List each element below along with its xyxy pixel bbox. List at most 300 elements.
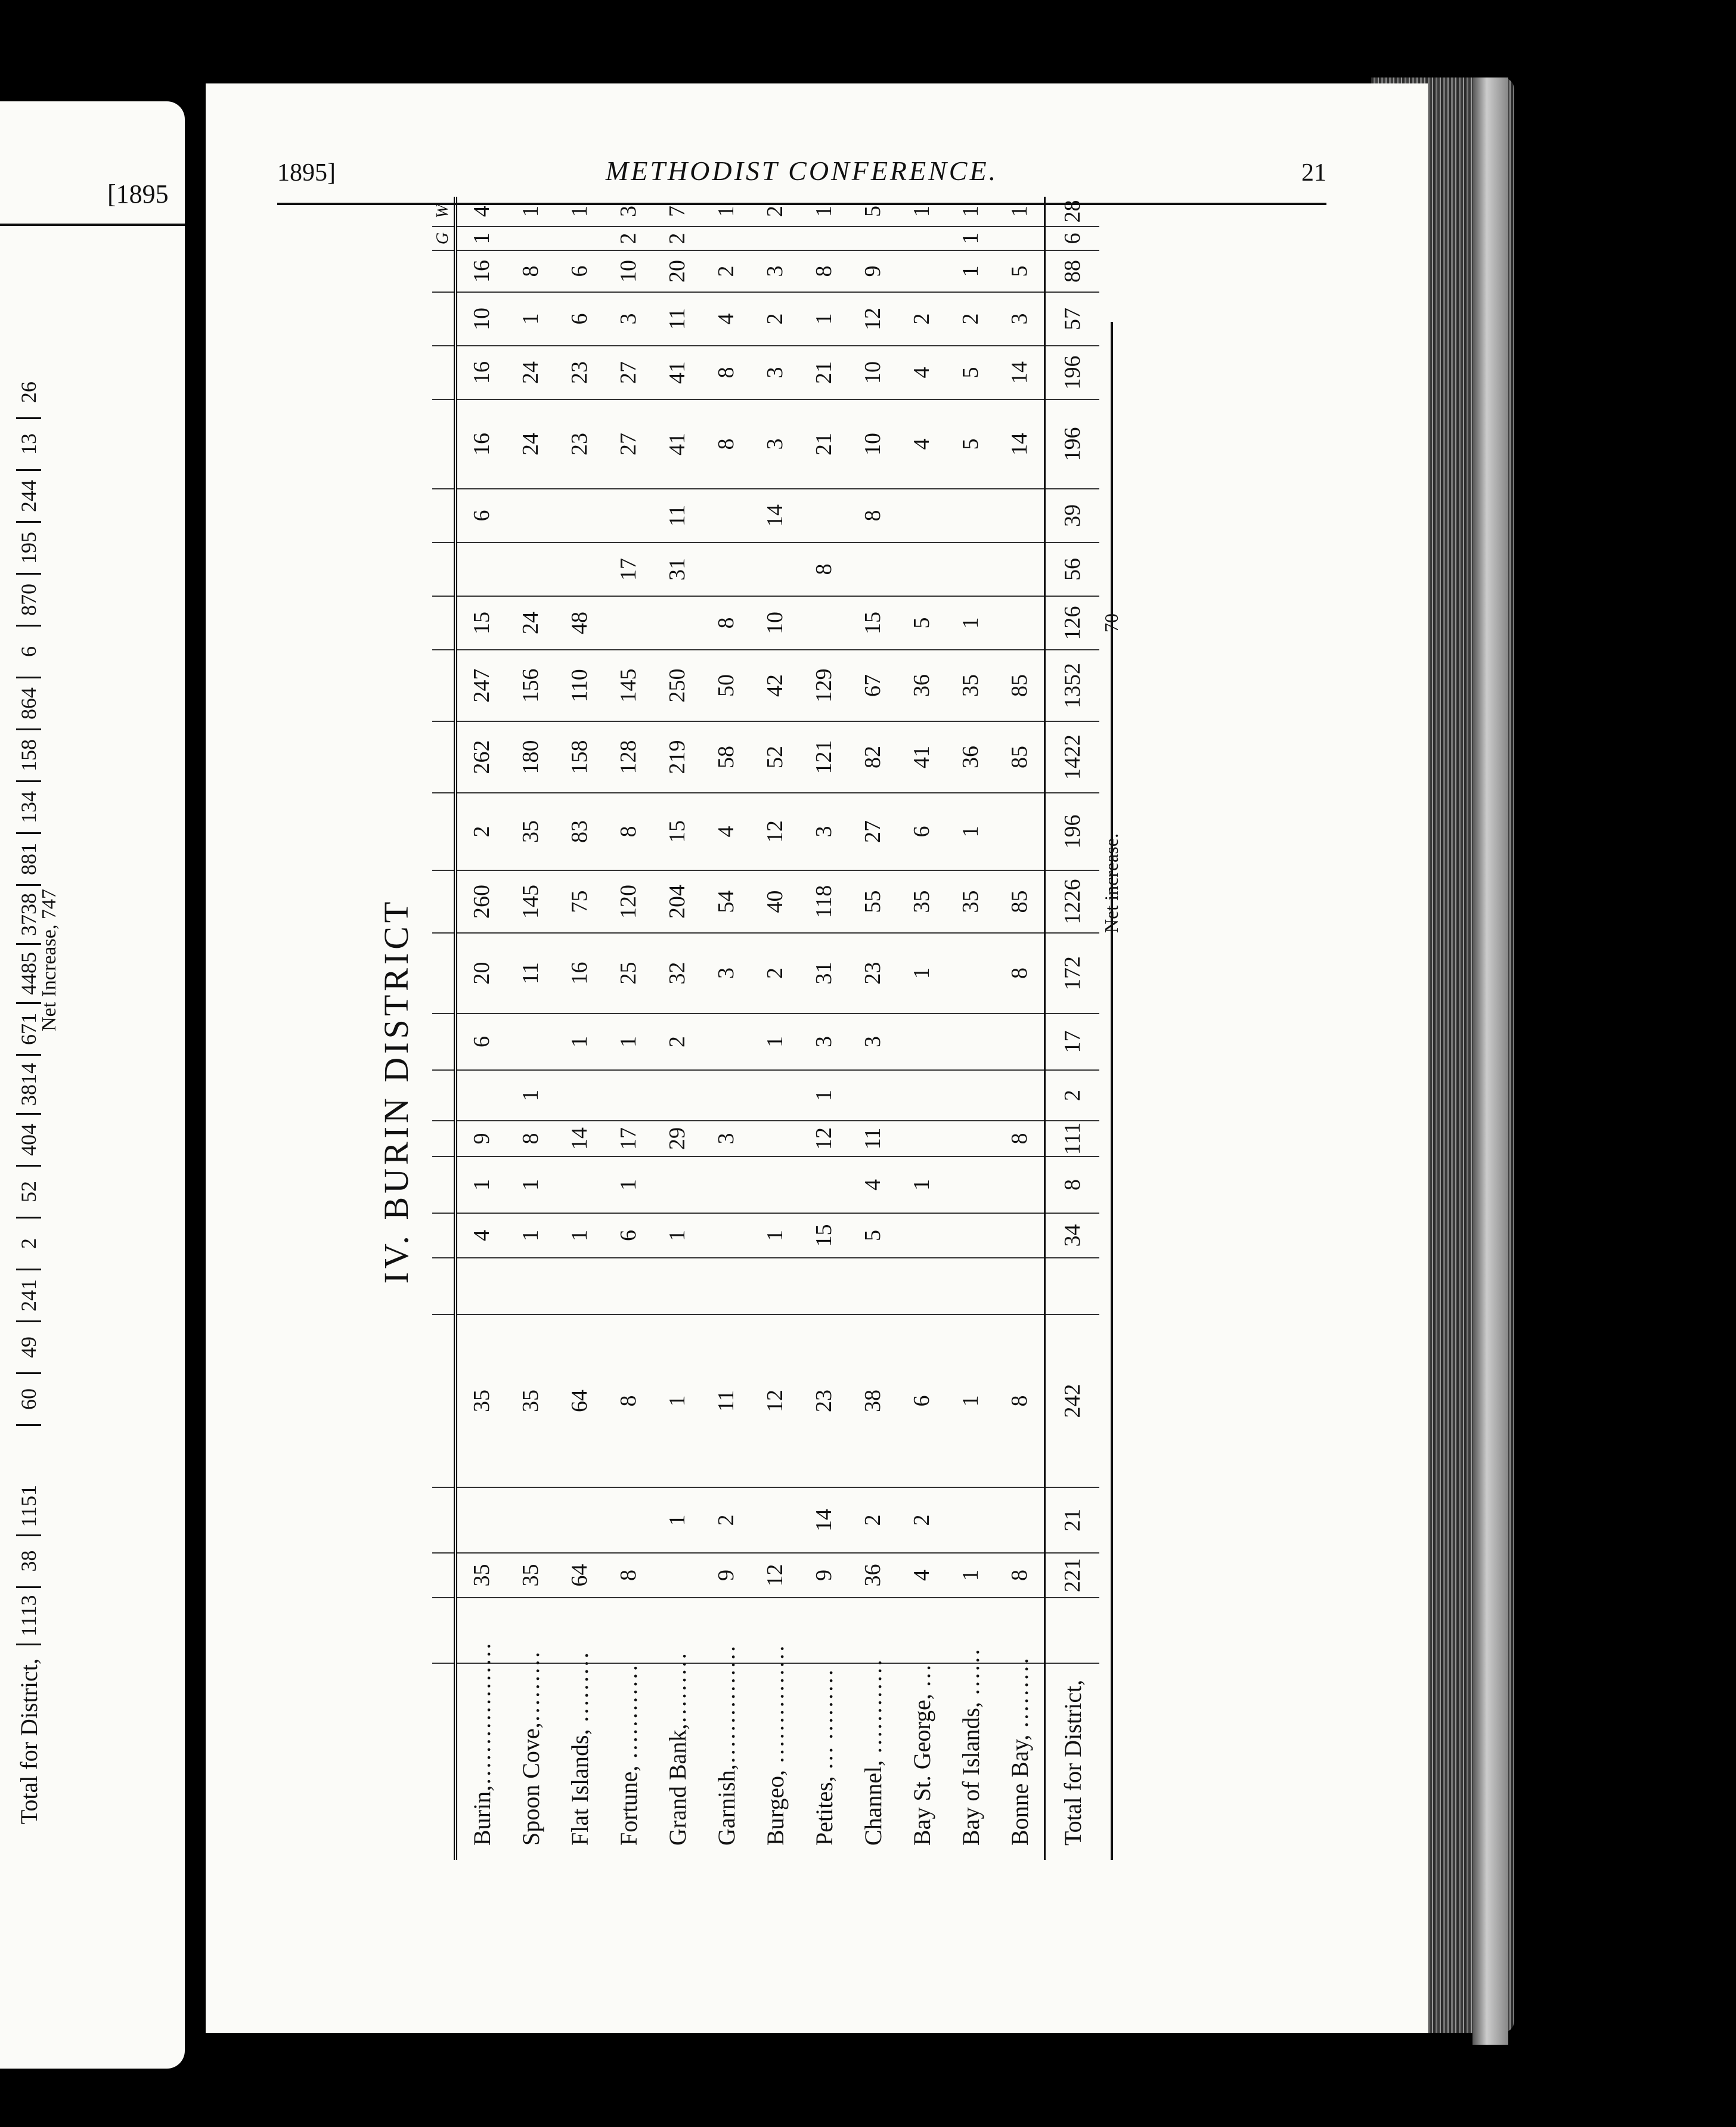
table-row [848, 197, 897, 1860]
table-cell: 3 [604, 292, 653, 346]
table-cell [897, 227, 946, 250]
page [206, 83, 1428, 2033]
table-cell: 8 [506, 1121, 555, 1156]
rotated-table-block [367, 200, 1124, 1860]
previous-page-total-value: 134 [16, 782, 41, 834]
table-cell [799, 1598, 848, 1663]
table-cell: 1 [995, 197, 1045, 227]
table-cell [506, 227, 555, 250]
table-cell [995, 596, 1045, 650]
row-label: Burgeo, …………… [761, 1644, 789, 1846]
table-cell: 11 [848, 1121, 897, 1156]
table-cell [848, 1598, 897, 1663]
table-cell: 1 [555, 1213, 604, 1258]
table-cell: 1 [555, 197, 604, 227]
total-row [1045, 197, 1100, 1860]
table-cell: 9 [702, 1553, 751, 1598]
table-cell [555, 227, 604, 250]
previous-page-total-value: 1151 [16, 1478, 41, 1536]
column-header-cell [432, 933, 455, 1013]
table-cell: 1 [604, 1156, 653, 1213]
table-cell: 262 [455, 721, 506, 793]
table-cell: 1226 [1045, 870, 1100, 933]
row-label: Burin,……………… [455, 1663, 506, 1860]
table-cell: 12 [751, 1314, 799, 1487]
previous-page-total-value: 404 [16, 1115, 41, 1167]
table-cell: 145 [506, 870, 555, 933]
table-cell: 4 [897, 346, 946, 399]
column-header-cell [432, 650, 455, 721]
previous-page-total-value: 6 [16, 627, 41, 678]
table-row [995, 197, 1045, 1860]
column-header-cell [432, 1121, 455, 1156]
table-cell: 35 [897, 870, 946, 933]
table-cell: 1 [653, 1314, 702, 1487]
table-cell: 260 [455, 870, 506, 933]
previous-page-total-value: 864 [16, 678, 41, 730]
table-cell: 221 [1045, 1553, 1100, 1598]
table-cell: 35 [506, 1314, 555, 1487]
row-label: Petites, … ……… [810, 1669, 838, 1846]
table-cell [946, 1213, 995, 1258]
table-cell: 83 [555, 793, 604, 870]
column-header-cell [432, 346, 455, 399]
table-cell: 196 [1045, 399, 1100, 489]
table-cell: 1 [946, 596, 995, 650]
table-cell: 23 [799, 1314, 848, 1487]
table-cell: 1 [799, 1070, 848, 1121]
table-cell: 156 [506, 650, 555, 721]
row-label: Total for District, [1045, 1663, 1100, 1860]
table-cell: 41 [897, 721, 946, 793]
table-cell: 10 [848, 346, 897, 399]
table-cell: 24 [506, 596, 555, 650]
table-cell: 2 [702, 250, 751, 292]
table-cell: 2 [751, 197, 799, 227]
column-header-cell [432, 596, 455, 650]
table-cell: 4 [702, 793, 751, 870]
table-cell [897, 1258, 946, 1314]
previous-page-total-label: Total for District, [15, 1658, 42, 1825]
column-header-cell [432, 721, 455, 793]
previous-page-total-value: 38 [16, 1536, 41, 1588]
table-row [946, 197, 995, 1860]
table-cell [897, 1013, 946, 1070]
table-cell [506, 1013, 555, 1070]
table-cell: 118 [799, 870, 848, 933]
table-cell [848, 227, 897, 250]
running-head-year: 1895] [277, 159, 336, 187]
table-cell: 23 [555, 346, 604, 399]
previous-page-total-value: 13 [16, 419, 41, 471]
column-header-cell [432, 1314, 455, 1487]
previous-page-total-value: 881 [16, 834, 41, 886]
table-cell: 31 [799, 933, 848, 1013]
column-header-cell [432, 1598, 455, 1663]
column-header-cell [432, 1156, 455, 1213]
table-cell: 35 [946, 870, 995, 933]
table-cell: 8 [995, 933, 1045, 1013]
row-label: Grand Bank,……… [664, 1652, 691, 1846]
table-cell: 8 [604, 1553, 653, 1598]
table-cell: 15 [455, 596, 506, 650]
table-cell: 21 [799, 346, 848, 399]
table-cell: 14 [799, 1487, 848, 1553]
table-cell: 16 [455, 399, 506, 489]
previous-page-total-value: 4485 [16, 945, 41, 1004]
table-cell [799, 227, 848, 250]
table-cell [653, 596, 702, 650]
table-cell: 75 [555, 870, 604, 933]
previous-page-total-value: 158 [16, 730, 41, 782]
table-cell: 38 [848, 1314, 897, 1487]
table-cell [653, 1258, 702, 1314]
table-cell: 2 [604, 227, 653, 250]
table-cell [799, 489, 848, 542]
table-cell: 1 [946, 227, 995, 250]
column-header-cell [432, 1258, 455, 1314]
table-row [897, 197, 946, 1860]
table-cell: 85 [995, 650, 1045, 721]
table-cell [653, 1156, 702, 1213]
table-cell: 1 [653, 1213, 702, 1258]
table-cell [1045, 1258, 1100, 1314]
previous-page-total-value: 2 [16, 1218, 41, 1270]
table-row [799, 197, 848, 1860]
table-cell [995, 1213, 1045, 1258]
table-cell: 6 [1045, 227, 1100, 250]
table-cell [653, 1553, 702, 1598]
table-cell: 2 [751, 292, 799, 346]
table-cell: 14 [995, 399, 1045, 489]
table-cell: 40 [751, 870, 799, 933]
table-cell [995, 1487, 1045, 1553]
table-cell [897, 1598, 946, 1663]
table-cell [751, 1258, 799, 1314]
table-cell [1099, 227, 1123, 250]
table-cell [604, 1487, 653, 1553]
table-cell: 21 [799, 399, 848, 489]
table-cell: 4 [897, 1553, 946, 1598]
table-cell: 57 [1045, 292, 1100, 346]
table-cell: 88 [1045, 250, 1100, 292]
table-cell: 8 [995, 1121, 1045, 1156]
table-cell: 11 [653, 292, 702, 346]
table-cell: 2 [702, 1487, 751, 1553]
row-label: Bay of Islands, …… [957, 1648, 984, 1846]
table-cell: 2 [848, 1487, 897, 1553]
table-cell: 14 [555, 1121, 604, 1156]
table-cell [604, 1258, 653, 1314]
table-cell: 28 [1045, 197, 1100, 227]
table-cell: 1 [751, 1213, 799, 1258]
table-cell: 55 [848, 870, 897, 933]
table-cell: 3 [751, 399, 799, 489]
table-cell: 2 [897, 1487, 946, 1553]
table-cell: 24 [506, 346, 555, 399]
table-cell: 23 [848, 933, 897, 1013]
table-cell: 6 [897, 1314, 946, 1487]
table-cell: 2 [653, 1013, 702, 1070]
table-cell [946, 1487, 995, 1553]
table-cell [848, 1258, 897, 1314]
row-label: Bonne Bay, ……… [1006, 1657, 1033, 1846]
table-cell: 8 [799, 250, 848, 292]
table-row [702, 197, 751, 1860]
table-bottom-rule [1111, 322, 1113, 1860]
table-cell [702, 542, 751, 596]
net-increase-value: 70 [1100, 613, 1122, 632]
table-cell: 7 [653, 197, 702, 227]
table-cell: 180 [506, 721, 555, 793]
table-cell: 16 [455, 346, 506, 399]
table-cell: 1 [506, 1156, 555, 1213]
table-cell: 35 [506, 793, 555, 870]
previous-page-total-value: 52 [16, 1167, 41, 1218]
table-cell: 11 [702, 1314, 751, 1487]
table-cell: 8 [604, 1314, 653, 1487]
table-cell: 1422 [1045, 721, 1100, 793]
table-cell [995, 542, 1045, 596]
table-cell: 1 [897, 197, 946, 227]
table-row [506, 197, 555, 1860]
table-cell [751, 1156, 799, 1213]
column-header-cell [432, 1013, 455, 1070]
table-cell: 4 [455, 197, 506, 227]
table-cell [946, 1121, 995, 1156]
table-cell: 29 [653, 1121, 702, 1156]
table-cell: 85 [995, 870, 1045, 933]
table-cell: 1 [506, 197, 555, 227]
table-cell [995, 489, 1045, 542]
row-label: Fortune, ………… [615, 1664, 642, 1846]
table-cell [604, 596, 653, 650]
table-cell: 9 [455, 1121, 506, 1156]
table-cell [702, 227, 751, 250]
table-cell: 10 [455, 292, 506, 346]
table-cell [995, 1156, 1045, 1213]
table-cell [506, 542, 555, 596]
table-cell: 3 [799, 1013, 848, 1070]
table-cell [897, 250, 946, 292]
table-cell: 8 [995, 1314, 1045, 1487]
table-cell: 14 [751, 489, 799, 542]
table-cell: 35 [506, 1553, 555, 1598]
table-cell: 172 [1045, 933, 1100, 1013]
running-head-title: METHODIST CONFERENCE. [605, 156, 999, 186]
table-cell: 8 [702, 596, 751, 650]
previous-page-total-value: 244 [16, 471, 41, 523]
table-cell: 8 [702, 399, 751, 489]
table-cell: 6 [897, 793, 946, 870]
column-header-cell [432, 1553, 455, 1598]
table-cell: 128 [604, 721, 653, 793]
table-cell: 82 [848, 721, 897, 793]
table-cell: 1 [653, 1487, 702, 1553]
table-cell: 11 [653, 489, 702, 542]
column-header-w: W [432, 197, 455, 227]
table-cell [455, 1258, 506, 1314]
table-cell [995, 793, 1045, 870]
table-cell [604, 1598, 653, 1663]
table-cell: 6 [455, 1013, 506, 1070]
previous-page [0, 101, 185, 2069]
table-cell: 111 [1045, 1121, 1100, 1156]
running-head [277, 155, 1326, 191]
table-cell [555, 1487, 604, 1553]
table-cell: 6 [455, 489, 506, 542]
table-cell [702, 1013, 751, 1070]
previous-page-total-value: 26 [16, 367, 41, 419]
table-cell: 4 [848, 1156, 897, 1213]
table-cell: 36 [946, 721, 995, 793]
table-cell: 16 [555, 933, 604, 1013]
table-cell: 5 [848, 197, 897, 227]
table-cell: 5 [848, 1213, 897, 1258]
table-cell: 2 [897, 292, 946, 346]
table-cell: 23 [555, 399, 604, 489]
table-cell: 17 [604, 542, 653, 596]
table-cell: 54 [702, 870, 751, 933]
table-cell: 11 [506, 933, 555, 1013]
table-cell [455, 542, 506, 596]
table-cell [1099, 197, 1123, 227]
table-cell: 25 [604, 933, 653, 1013]
previous-page-total-value: 195 [16, 523, 41, 575]
table-cell [897, 542, 946, 596]
column-header-cell [432, 542, 455, 596]
table-cell: 1 [555, 1013, 604, 1070]
table-cell [555, 489, 604, 542]
table-cell [1045, 1598, 1100, 1663]
table-cell: 1352 [1045, 650, 1100, 721]
table-cell: 3 [604, 197, 653, 227]
column-header-cell [432, 793, 455, 870]
table-cell: 52 [751, 721, 799, 793]
table-cell: 2 [455, 793, 506, 870]
table-cell: 21 [1045, 1487, 1100, 1553]
table-cell: 1 [455, 1156, 506, 1213]
column-header-cell [432, 292, 455, 346]
table-cell [751, 1487, 799, 1553]
table-cell: 247 [455, 650, 506, 721]
table-row [555, 197, 604, 1860]
table-cell: 129 [799, 650, 848, 721]
table-cell: 10 [604, 250, 653, 292]
table-cell: 126 [1045, 596, 1100, 650]
table-cell [555, 542, 604, 596]
table-cell: 6 [555, 250, 604, 292]
table-cell [995, 1013, 1045, 1070]
table-cell: 32 [653, 933, 702, 1013]
table-cell [702, 1070, 751, 1121]
table-cell: 4 [702, 292, 751, 346]
table-cell: 1 [799, 197, 848, 227]
table-cell [799, 1156, 848, 1213]
table-cell: 42 [751, 650, 799, 721]
column-header-cell [432, 1213, 455, 1258]
table-cell: 196 [1045, 346, 1100, 399]
table-cell [751, 227, 799, 250]
table-cell: 20 [653, 250, 702, 292]
table-cell: 27 [848, 793, 897, 870]
table-cell: 12 [751, 1553, 799, 1598]
table-cell: 8 [604, 793, 653, 870]
table-cell [653, 1070, 702, 1121]
column-header-g: G [432, 227, 455, 250]
table-cell [751, 1070, 799, 1121]
table-cell: 1 [799, 292, 848, 346]
table-cell: 50 [702, 650, 751, 721]
table-cell: 36 [848, 1553, 897, 1598]
table-cell [995, 227, 1045, 250]
column-header-cell [432, 1070, 455, 1121]
previous-page-total-value: 3814 [16, 1056, 41, 1115]
table-cell [506, 1487, 555, 1553]
table-cell: 2 [946, 292, 995, 346]
table-row [751, 197, 799, 1860]
district-statistics-table [432, 197, 1123, 1860]
table-cell: 3 [751, 346, 799, 399]
previous-page-rule [0, 224, 185, 226]
table-cell: 219 [653, 721, 702, 793]
table-cell [604, 1070, 653, 1121]
page-number: 21 [1301, 159, 1326, 187]
table-cell: 1 [506, 1213, 555, 1258]
table-cell [848, 1070, 897, 1121]
table-cell: 8 [995, 1553, 1045, 1598]
table-cell: 15 [653, 793, 702, 870]
table-cell: 1 [946, 1314, 995, 1487]
table-cell: 8 [799, 542, 848, 596]
table-cell: 41 [653, 399, 702, 489]
table-cell: 1 [946, 250, 995, 292]
table-cell: 204 [653, 870, 702, 933]
table-cell: 14 [995, 346, 1045, 399]
table-cell: 35 [946, 650, 995, 721]
table-cell: 1 [506, 1070, 555, 1121]
table-cell: 1 [897, 933, 946, 1013]
table-cell: 85 [995, 721, 1045, 793]
table-cell: 48 [555, 596, 604, 650]
table-cell: 1 [506, 292, 555, 346]
table-cell: 12 [799, 1121, 848, 1156]
table-cell [995, 1258, 1045, 1314]
table-cell: 8 [1045, 1156, 1100, 1213]
table-cell [848, 542, 897, 596]
table-cell: 8 [506, 250, 555, 292]
column-header-cell [432, 399, 455, 489]
table-header-row [432, 197, 455, 1860]
table-cell: 1 [702, 197, 751, 227]
table-cell: 1 [604, 1013, 653, 1070]
table-cell [946, 1070, 995, 1121]
table-cell [897, 1213, 946, 1258]
previous-page-total-value: 241 [16, 1270, 41, 1322]
table-cell [995, 1070, 1045, 1121]
table-cell: 34 [1045, 1213, 1100, 1258]
table-cell: 2 [653, 227, 702, 250]
table-cell: 120 [604, 870, 653, 933]
table-cell: 58 [702, 721, 751, 793]
table-cell: 5 [995, 250, 1045, 292]
table-cell: 35 [455, 1553, 506, 1598]
district-title: IV. BURIN DISTRICT [377, 898, 416, 1284]
previous-page-total-row [12, 367, 45, 1979]
table-cell: 1 [946, 1553, 995, 1598]
table-cell [702, 489, 751, 542]
table-cell [506, 489, 555, 542]
